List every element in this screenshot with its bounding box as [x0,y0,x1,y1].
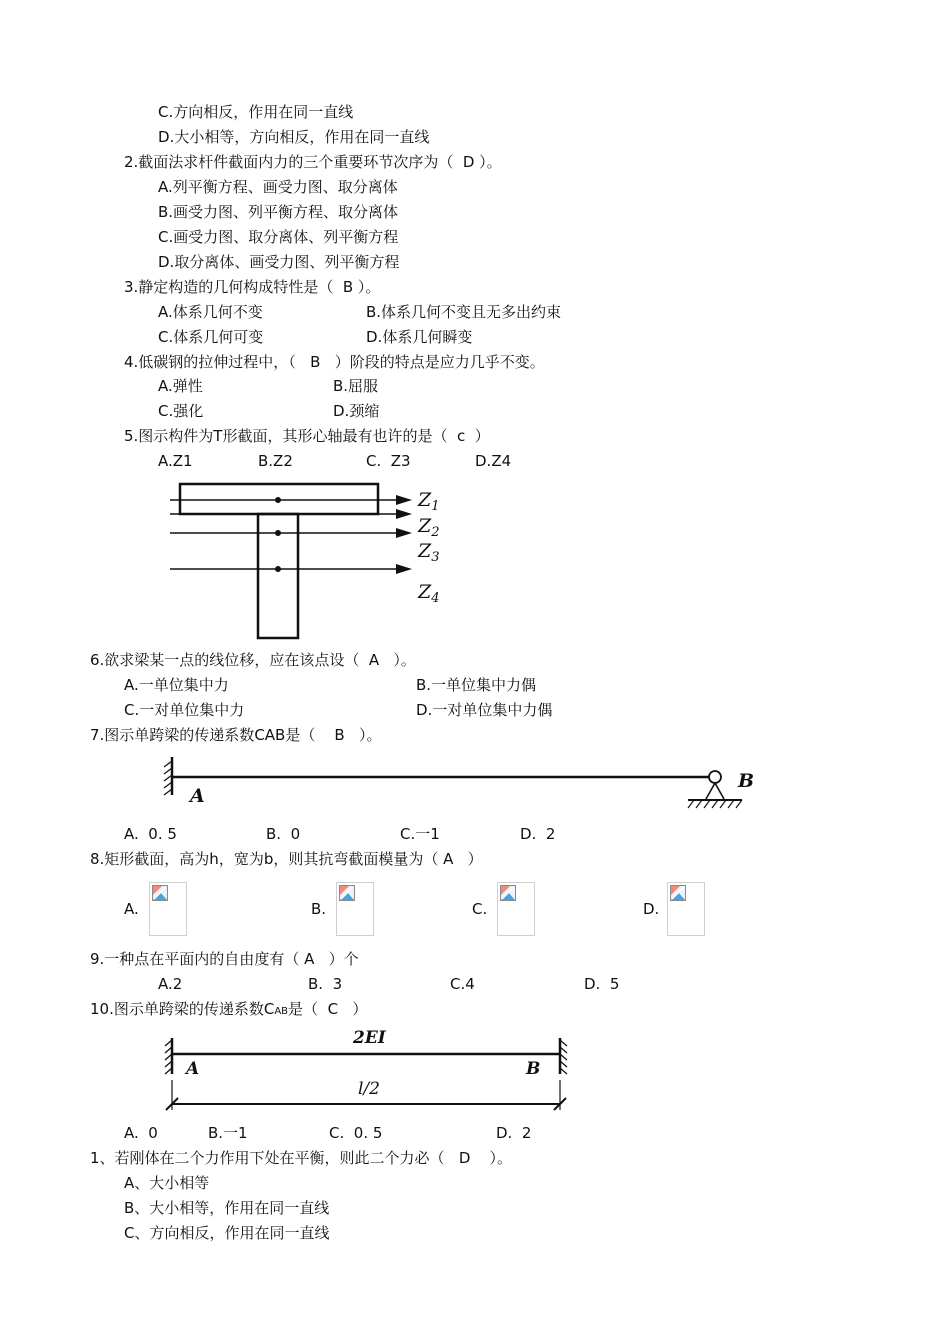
label-z4: $Z_4$ [418,581,440,606]
label-stiffness: 2EI [353,1028,386,1048]
formula-image-b [336,882,374,936]
option-line: A.列平衡方程、画受力图、取分离体 [158,178,398,196]
broken-image-icon [339,885,355,901]
label-a: A [186,1059,200,1079]
option-line: C. Z3 [366,452,411,470]
question-5: 5.图示构件为T形截面，其形心轴最有也许的是（ c ） [124,427,490,445]
option-line: D.大小相等，方向相反，作用在同一直线 [158,128,430,146]
question-9: 9.一种点在平面内的自由度有（ A ）个 [90,950,359,968]
option-line: C. [472,900,488,918]
option-line: C. 0. 5 [329,1124,383,1142]
label-b: B [738,770,755,792]
option-line: B.体系几何不变且无多出约束 [366,303,562,321]
t-section-diagram [160,472,460,644]
option-line: B.Z2 [258,452,293,470]
formula-image-d [667,882,705,936]
broken-image-icon [500,885,516,901]
fixed-fixed-beam-diagram [160,1022,580,1117]
option-line: A.体系几何不变 [158,303,263,321]
option-line: B. 3 [308,975,343,993]
option-line: D. 2 [520,825,556,843]
option-line: D. 2 [496,1124,532,1142]
option-line: D.颈缩 [333,402,380,420]
option-line: B.一单位集中力偶 [416,676,537,694]
option-line: C.强化 [158,402,204,420]
option-line: C.一1 [400,825,440,843]
option-line: A. 0. 5 [124,825,177,843]
option-line: C.方向相反，作用在同一直线 [158,103,354,121]
question-3: 3.静定构造的几何构成特性是（ B ）。 [124,278,381,296]
option-line: D.取分离体、画受力图、列平衡方程 [158,253,400,271]
option-line: C.体系几何可变 [158,328,264,346]
option-line: C、方向相反，作用在同一直线 [124,1224,330,1242]
option-line: C.画受力图、取分离体、列平衡方程 [158,228,399,246]
option-line: D.一对单位集中力偶 [416,701,553,719]
label-z3: $Z_3$ [418,540,440,565]
option-line: C.4 [450,975,475,993]
option-line: A. 0 [124,1124,158,1142]
broken-image-icon [152,885,168,901]
question-4: 4.低碳钢的拉伸过程中，（ B ）阶段的特点是应力几乎不变。 [124,353,545,371]
fixed-pinned-beam-diagram [160,755,770,815]
option-line: B.画受力图、列平衡方程、取分离体 [158,203,399,221]
option-line: D.体系几何瞬变 [366,328,473,346]
option-line: D. [643,900,660,918]
question-7: 7.图示单跨梁的传递系数CAB是（ B ）。 [90,726,382,744]
option-line: A. [124,900,139,918]
question-2: 2.截面法求杆件截面内力的三个重要环节次序为（ D ）。 [124,153,502,171]
question-6: 6.欲求梁某一点的线位移，应在该点设（ A ）。 [90,651,416,669]
label-b: B [526,1059,541,1079]
formula-image-a [149,882,187,936]
question-10: 10.图示单跨梁的传递系数CAB是（ C ） [90,1000,368,1018]
option-line: A.Z1 [158,452,193,470]
label-length: l/2 [358,1079,380,1099]
option-line: B.一1 [208,1124,248,1142]
option-line: B、大小相等，作用在同一直线 [124,1199,330,1217]
option-line: A、大小相等 [124,1174,210,1192]
option-line: B.屈服 [333,377,379,395]
option-line: B. 0 [266,825,301,843]
option-line: C.一对单位集中力 [124,701,245,719]
broken-image-icon [670,885,686,901]
label-z1: $Z_1$ [418,489,440,514]
option-line: D. 5 [584,975,620,993]
option-line: A.一单位集中力 [124,676,229,694]
option-line: A.弹性 [158,377,203,395]
label-a: A [190,785,205,807]
formula-image-c [497,882,535,936]
option-line: A.2 [158,975,183,993]
question-8: 8.矩形截面，高为h，宽为b，则其抗弯截面模量为（ A ） [90,850,483,868]
option-line: B. [311,900,327,918]
label-z2: $Z_2$ [418,515,440,540]
option-line: D.Z4 [475,452,512,470]
question-1: 1、若刚体在二个力作用下处在平衡，则此二个力必（ D ）。 [90,1149,512,1167]
